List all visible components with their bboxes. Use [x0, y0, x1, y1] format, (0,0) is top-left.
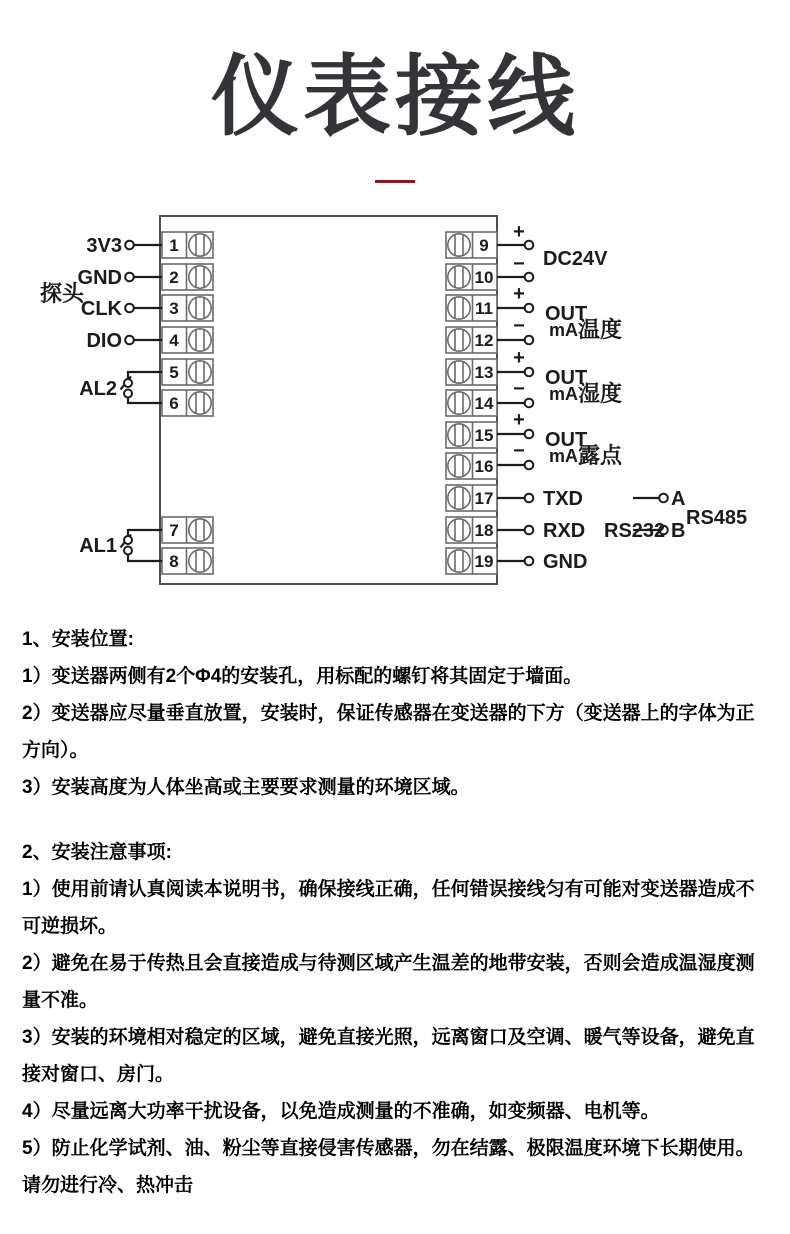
humidity-label: 湿度: [578, 381, 623, 406]
wire-node: [525, 461, 534, 470]
wire-node: [525, 494, 534, 503]
terminal-number: 8: [169, 552, 179, 571]
instruction-item: 3）安装高度为人体坐高或主要要求测量的环境区域。: [22, 777, 470, 798]
wire-node: [525, 368, 534, 377]
rs232-label: RS232: [604, 520, 666, 542]
rs485-a-label: A: [671, 488, 686, 510]
alarm1-switch-wires: [121, 530, 163, 561]
rs485-label: RS485: [686, 507, 748, 529]
terminal-number: 11: [475, 299, 493, 318]
terminal-block-9: [446, 232, 497, 258]
wire-node: [525, 336, 534, 345]
ma-label: mA: [549, 384, 579, 404]
wire-node: [124, 547, 132, 555]
terminal-number: 16: [474, 457, 494, 476]
temperature-label: 温度: [578, 317, 623, 342]
pin-label-clk: CLK: [80, 298, 122, 320]
wire-node: [525, 430, 534, 439]
terminal-number: 15: [474, 426, 494, 445]
gnd-label: GND: [543, 551, 588, 573]
out-label: OUT: [545, 367, 588, 389]
instruction-item: 1）使用前请认真阅读本说明书，确保接线正确，任何错误接线匀有可能对变送器造成不可逆损坏。: [22, 879, 755, 937]
page-title: 仪表接线: [210, 47, 579, 146]
terminal-number: 19: [474, 552, 494, 571]
wire-node: [525, 304, 534, 313]
alarm2-label: AL2: [79, 378, 117, 400]
terminal-number: 14: [474, 394, 494, 413]
ma-label: mA: [549, 320, 579, 340]
plus-sign: +: [513, 347, 525, 369]
terminal-number: 12: [474, 331, 494, 350]
terminal-number: 1: [169, 236, 179, 255]
page-header: [0, 0, 790, 183]
probe-group-label: 探头: [39, 281, 84, 306]
minus-sign: −: [513, 440, 525, 462]
minus-sign: −: [513, 315, 525, 337]
instructions: [0, 621, 790, 1204]
title-underline: [375, 180, 415, 183]
plus-sign: +: [513, 409, 525, 431]
terminal-number: 17: [474, 489, 494, 508]
wire-node: [525, 399, 534, 408]
minus-sign: −: [513, 378, 525, 400]
wire-node: [525, 273, 534, 282]
ma-label: mA: [549, 446, 579, 466]
wire-node: [125, 241, 134, 250]
wire-node: [525, 526, 534, 535]
wire-node: [525, 241, 534, 250]
out-label: OUT: [545, 429, 588, 451]
wire-node: [124, 390, 132, 398]
terminal-number: 6: [169, 394, 179, 413]
terminal-number: 13: [474, 363, 494, 382]
wire-node: [525, 557, 534, 566]
wiring-diagram-svg: [0, 201, 790, 591]
instruction-item: 2）变送器应尽量垂直放置，安装时，保证传感器在变送器的下方（变送器上的字体为正方向）。: [22, 703, 755, 761]
wire-node: [125, 273, 134, 282]
wiring-diagram: [0, 201, 790, 591]
terminal-number: 2: [169, 268, 179, 287]
instruction-item: 5）防止化学试剂、油、粉尘等直接侵害传感器，勿在结露、极限温度环境下长期使用。请勿进行冷、热冲击: [22, 1138, 755, 1196]
terminal-number: 7: [169, 521, 179, 540]
section-install-notes: [22, 834, 762, 1204]
wire-node: [125, 304, 134, 313]
pin-label-dio: DIO: [86, 330, 122, 352]
alarm1-label: AL1: [79, 535, 117, 557]
pin-label-3v3: 3V3: [86, 235, 122, 257]
terminal-number: 9: [479, 236, 489, 255]
rs485-b-label: B: [671, 520, 686, 542]
instruction-item: 2）避免在易于传热且会直接造成与待测区域产生温差的地带安装，否则会造成温湿度测量不准。: [22, 953, 755, 1011]
instruction-item: 1）变送器两侧有2个Φ4的安装孔，用标配的螺钉将其固定于墙面。: [22, 666, 583, 687]
section-heading: 2、安装注意事项:: [22, 842, 172, 863]
instruction-item: 4）尽量远离大功率干扰设备，以免造成测量的不准确，如变频器、电机等。: [22, 1101, 660, 1122]
plus-sign: +: [513, 221, 525, 243]
section-heading: 1、安装位置:: [22, 629, 134, 650]
txd-label: TXD: [543, 488, 583, 510]
instruction-item: 3）安装的环境相对稳定的区域，避免直接光照，远离窗口及空调、暖气等设备，避免直接对窗口、房门。: [22, 1027, 755, 1085]
pin-label-gnd: GND: [77, 267, 122, 289]
wire-node: [124, 536, 132, 544]
terminal-number: 5: [169, 363, 179, 382]
terminal-number: 3: [169, 299, 179, 318]
terminal-number: 10: [474, 268, 494, 287]
terminal-number: 4: [169, 331, 179, 350]
wire-node: [124, 379, 132, 387]
wire-node: [125, 336, 134, 345]
section-install-position: [22, 621, 762, 806]
dewpoint-label: 露点: [578, 443, 623, 468]
minus-sign: −: [513, 253, 525, 275]
out-label: OUT: [545, 303, 588, 325]
terminal-number: 18: [474, 521, 494, 540]
rxd-label: RXD: [543, 520, 586, 542]
power-label: DC24V: [543, 248, 608, 270]
plus-sign: +: [513, 283, 525, 305]
wire-node: [659, 494, 668, 503]
